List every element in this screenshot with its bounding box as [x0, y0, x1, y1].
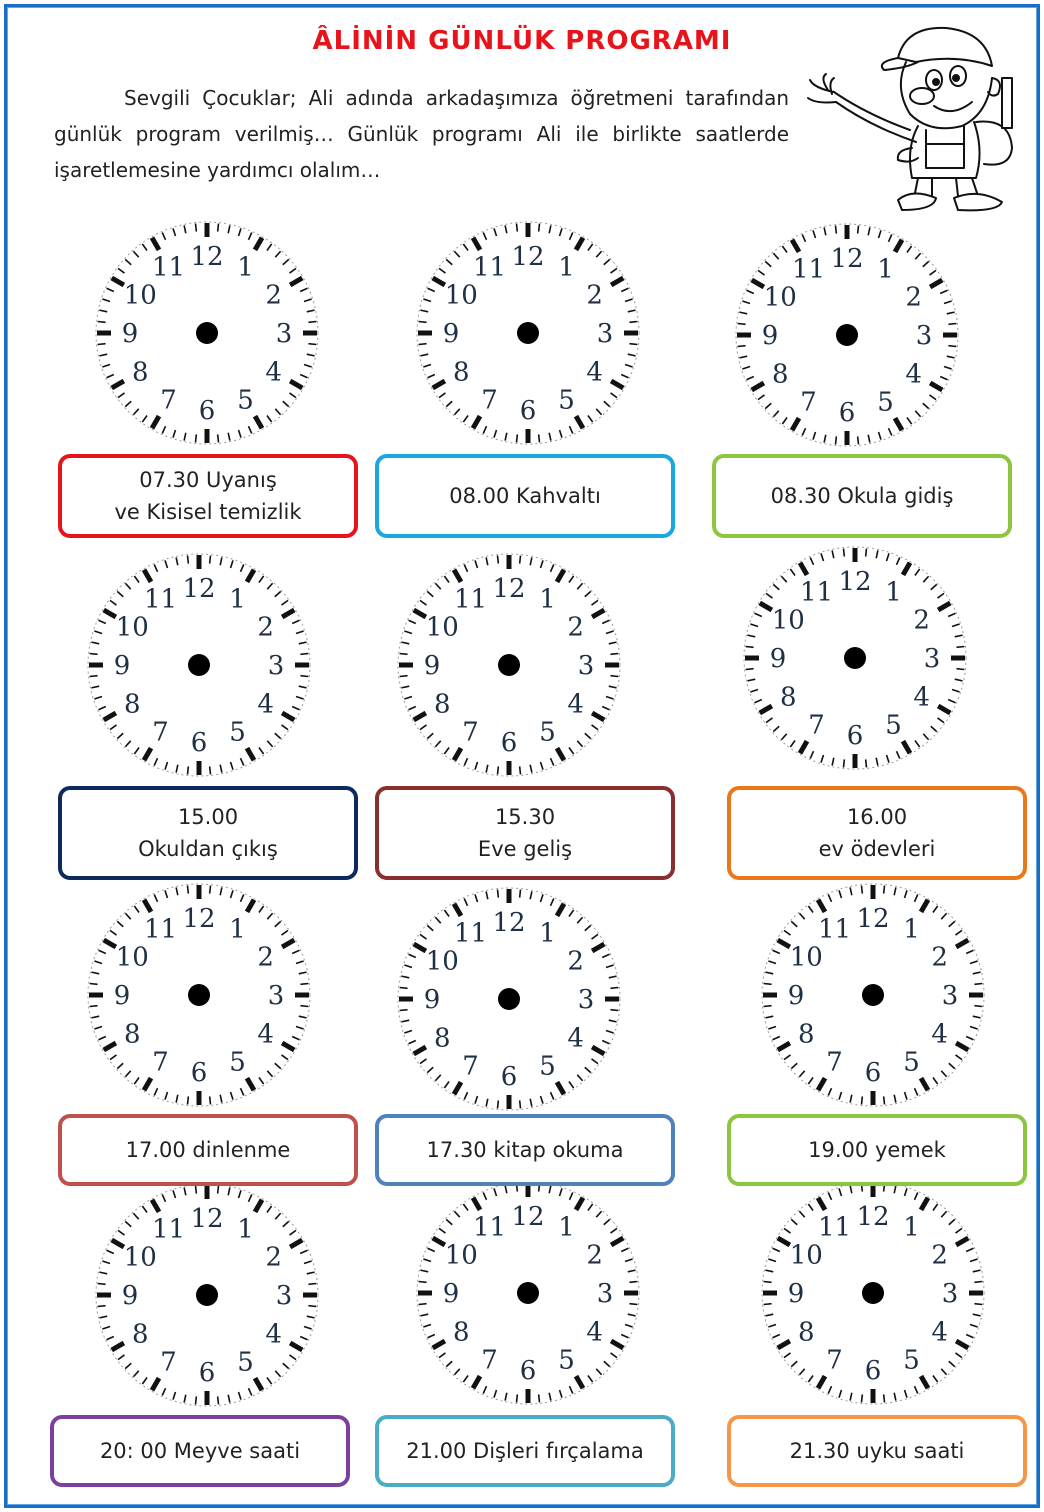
minute-tick	[188, 556, 189, 564]
minute-tick	[746, 669, 754, 670]
clock-number: 12	[830, 244, 864, 274]
clock-number: 4	[265, 1319, 282, 1350]
minute-tick	[400, 676, 408, 677]
page-title: ÂLİNİN GÜNLÜK PROGRAMI	[312, 26, 732, 56]
clock-number: 6	[190, 728, 208, 758]
clock-number: 1	[903, 1212, 920, 1243]
clock-number: 11	[799, 577, 834, 608]
clock-number: 3	[267, 651, 285, 681]
minute-tick	[517, 434, 518, 442]
minute-tick	[844, 549, 845, 557]
clock-number: 12	[190, 1204, 224, 1234]
clock-number: 8	[798, 1019, 815, 1050]
clock-number: 12	[511, 242, 545, 272]
minute-tick	[188, 886, 189, 894]
clock-number: 1	[539, 918, 556, 949]
clock-number: 10	[115, 942, 149, 973]
minute-tick	[858, 226, 859, 234]
clock-number: 7	[152, 717, 169, 748]
minute-tick	[210, 766, 211, 774]
clock-number: 1	[558, 1212, 575, 1243]
clock-number: 2	[567, 946, 584, 977]
clock-number: 12	[190, 242, 224, 272]
minute-tick	[498, 1100, 499, 1108]
clock-number: 12	[492, 908, 526, 938]
minute-tick	[90, 676, 98, 677]
clock-number: 12	[856, 904, 890, 934]
minute-tick	[196, 434, 197, 442]
minute-tick	[498, 556, 499, 564]
clock-number: 3	[577, 651, 595, 681]
task-time-text: 16.00	[846, 805, 908, 829]
clock-number: 12	[856, 1202, 890, 1232]
clock-face[interactable]	[740, 543, 970, 773]
clock-number: 5	[877, 387, 894, 418]
minute-tick	[498, 890, 499, 898]
clock-number: 11	[151, 252, 186, 283]
task-time-text: 15.00	[177, 805, 239, 829]
minute-tick	[308, 1284, 316, 1285]
clock-number: 10	[771, 605, 805, 636]
minute-tick	[862, 1096, 863, 1104]
minute-tick	[419, 344, 427, 345]
clock-center-dot	[498, 654, 520, 676]
clock-number: 4	[567, 1023, 584, 1054]
clock-number: 9	[787, 1279, 805, 1309]
clock-number: 2	[913, 605, 930, 636]
clock-number: 7	[481, 385, 498, 416]
minute-tick	[308, 1306, 316, 1307]
minute-tick	[738, 324, 746, 325]
clock-number: 6	[190, 1058, 208, 1088]
clock-number: 6	[519, 396, 537, 426]
minute-tick	[400, 1010, 408, 1011]
task-label	[727, 1415, 1027, 1487]
clock-number: 4	[586, 1317, 603, 1348]
clock-number: 5	[558, 1345, 575, 1376]
clock-number: 8	[124, 689, 141, 720]
clock-number: 4	[931, 1019, 948, 1050]
clock-number: 3	[941, 981, 959, 1011]
clock-number: 9	[113, 651, 131, 681]
minute-tick	[629, 1282, 637, 1283]
minute-tick	[738, 346, 746, 347]
clock-number: 1	[237, 252, 254, 283]
clock-number: 9	[423, 985, 441, 1015]
clock-center-dot	[862, 984, 884, 1006]
clock-number: 10	[789, 942, 823, 973]
clock-number: 11	[817, 1212, 852, 1243]
clock-number: 7	[462, 1051, 479, 1082]
minute-tick	[210, 886, 211, 894]
clock-center-dot	[517, 322, 539, 344]
clock-number: 6	[198, 1358, 216, 1388]
clock-number: 4	[913, 682, 930, 713]
task-activity-text: ve Kisisel temizlik	[114, 500, 302, 524]
clock-number: 4	[931, 1317, 948, 1348]
minute-tick	[498, 766, 499, 774]
clock-number: 1	[558, 252, 575, 283]
minute-tick	[974, 1304, 982, 1305]
minute-tick	[419, 1304, 427, 1305]
minute-tick	[196, 224, 197, 232]
task-label	[50, 1415, 350, 1487]
clock-number: 6	[864, 1058, 882, 1088]
minute-tick	[610, 988, 618, 989]
clock-number: 5	[885, 710, 902, 741]
clock-number: 2	[257, 612, 274, 643]
clock-number: 7	[152, 1047, 169, 1078]
minute-tick	[90, 654, 98, 655]
minute-tick	[218, 1396, 219, 1404]
task-label	[375, 454, 675, 538]
minute-tick	[764, 1282, 772, 1283]
clock-number: 4	[586, 357, 603, 388]
clock-number: 2	[931, 1240, 948, 1271]
clock-number: 8	[434, 689, 451, 720]
minute-tick	[948, 324, 956, 325]
task-activity-text: ev ödevleri	[818, 837, 936, 861]
minute-tick	[300, 1006, 308, 1007]
clock-number: 2	[931, 942, 948, 973]
clock-number: 10	[763, 282, 797, 313]
task-time-text: 20: 00 Meyve saati	[99, 1439, 301, 1463]
minute-tick	[884, 1394, 885, 1402]
minute-tick	[746, 647, 754, 648]
clock-number: 3	[923, 644, 941, 674]
intro-paragraph: Sevgili Çocuklar; Ali adında arkadaşımıza öğretmeni tarafından günlük program verilmiş… Günlük programı Ali ile birlikte saatlerde işaretlemesine yardımcı olalım…	[54, 86, 789, 182]
minute-tick	[858, 436, 859, 444]
task-time-text: 15.30	[494, 805, 556, 829]
clock-number: 4	[567, 689, 584, 720]
minute-tick	[629, 1304, 637, 1305]
clock-number: 7	[808, 710, 825, 741]
clock-face[interactable]	[92, 218, 322, 448]
task-time-text: 17.30 kitap okuma	[426, 1138, 624, 1162]
clock-face[interactable]	[413, 1178, 643, 1408]
minute-tick	[188, 766, 189, 774]
clock-face[interactable]	[758, 1178, 988, 1408]
clock-number: 11	[143, 914, 178, 945]
task-time-text: 08.30 Okula gidiş	[770, 484, 954, 508]
minute-tick	[300, 654, 308, 655]
minute-tick	[98, 344, 106, 345]
clock-number: 9	[787, 981, 805, 1011]
minute-tick	[196, 1396, 197, 1404]
minute-tick	[400, 654, 408, 655]
clock-center-dot	[188, 984, 210, 1006]
minute-tick	[862, 1394, 863, 1402]
minute-tick	[629, 344, 637, 345]
clock-number: 1	[903, 914, 920, 945]
minute-tick	[300, 984, 308, 985]
clock-number: 8	[132, 1319, 149, 1350]
minute-tick	[517, 1394, 518, 1402]
clock-number: 5	[229, 1047, 246, 1078]
clock-number: 10	[425, 946, 459, 977]
clock-number: 2	[567, 612, 584, 643]
clock-number: 11	[472, 252, 507, 283]
clock-number: 2	[905, 282, 922, 313]
minute-tick	[956, 669, 964, 670]
clock-number: 6	[500, 1062, 518, 1092]
minute-tick	[539, 434, 540, 442]
clock-number: 2	[586, 1240, 603, 1271]
clock-number: 8	[124, 1019, 141, 1050]
minute-tick	[974, 1282, 982, 1283]
clock-center-dot	[844, 647, 866, 669]
clock-number: 11	[143, 584, 178, 615]
clock-number: 6	[519, 1356, 537, 1386]
clock-face[interactable]	[84, 880, 314, 1110]
clock-number: 1	[229, 584, 246, 615]
minute-tick	[400, 988, 408, 989]
clock-number: 12	[492, 574, 526, 604]
minute-tick	[764, 984, 772, 985]
clock-number: 8	[434, 1023, 451, 1054]
clock-number: 6	[500, 728, 518, 758]
minute-tick	[974, 1006, 982, 1007]
minute-tick	[210, 556, 211, 564]
clock-number: 5	[237, 1347, 254, 1378]
clock-number: 7	[481, 1345, 498, 1376]
clock-number: 7	[462, 717, 479, 748]
minute-tick	[419, 322, 427, 323]
clock-number: 10	[123, 1242, 157, 1273]
minute-tick	[956, 647, 964, 648]
minute-tick	[218, 224, 219, 232]
task-time-text: 17.00 dinlenme	[125, 1138, 291, 1162]
task-time-text: 21.30 uyku saati	[789, 1439, 965, 1463]
clock-number: 5	[903, 1047, 920, 1078]
clock-center-dot	[517, 1282, 539, 1304]
minute-tick	[884, 886, 885, 894]
clock-center-dot	[188, 654, 210, 676]
minute-tick	[764, 1006, 772, 1007]
clock-number: 5	[539, 717, 556, 748]
clock-number: 3	[577, 985, 595, 1015]
minute-tick	[610, 1010, 618, 1011]
task-label	[727, 1114, 1027, 1186]
task-time-text: 07.30 Uyanış	[139, 468, 277, 492]
clock-number: 3	[596, 1279, 614, 1309]
minute-tick	[836, 436, 837, 444]
clock-number: 11	[472, 1212, 507, 1243]
clock-number: 6	[864, 1356, 882, 1386]
clock-number: 10	[115, 612, 149, 643]
minute-tick	[300, 676, 308, 677]
clock-number: 3	[915, 321, 933, 351]
task-label	[375, 1114, 675, 1186]
minute-tick	[218, 1186, 219, 1194]
clock-number: 1	[539, 584, 556, 615]
intro-text	[54, 80, 789, 188]
minute-tick	[539, 224, 540, 232]
clock-number: 1	[237, 1214, 254, 1245]
clock-number: 10	[123, 280, 157, 311]
clock-center-dot	[862, 1282, 884, 1304]
minute-tick	[520, 556, 521, 564]
clock-number: 8	[132, 357, 149, 388]
minute-tick	[948, 346, 956, 347]
clock-number: 9	[121, 319, 139, 349]
minute-tick	[520, 766, 521, 774]
task-label	[375, 786, 675, 880]
clock-number: 3	[275, 1281, 293, 1311]
task-time-text: 21.00 Dişleri fırçalama	[406, 1439, 644, 1463]
clock-number: 9	[769, 644, 787, 674]
clock-face[interactable]	[732, 220, 962, 450]
minute-tick	[610, 676, 618, 677]
minute-tick	[90, 984, 98, 985]
clock-number: 12	[511, 1202, 545, 1232]
clock-number: 9	[442, 319, 460, 349]
task-activity-text: Eve geliş	[477, 837, 573, 861]
clock-number: 8	[798, 1317, 815, 1348]
task-label	[375, 1415, 675, 1487]
minute-tick	[210, 1096, 211, 1104]
task-label	[727, 786, 1027, 880]
minute-tick	[974, 984, 982, 985]
minute-tick	[866, 549, 867, 557]
clock-number: 7	[826, 1047, 843, 1078]
clock-number: 10	[789, 1240, 823, 1271]
clock-number: 8	[780, 682, 797, 713]
clock-number: 7	[160, 1347, 177, 1378]
clock-number: 5	[539, 1051, 556, 1082]
minute-tick	[844, 759, 845, 767]
clock-number: 9	[442, 1279, 460, 1309]
minute-tick	[188, 1096, 189, 1104]
clock-number: 9	[113, 981, 131, 1011]
clock-number: 11	[817, 914, 852, 945]
minute-tick	[90, 1006, 98, 1007]
clock-face[interactable]	[758, 880, 988, 1110]
minute-tick	[98, 1306, 106, 1307]
clock-number: 11	[453, 584, 488, 615]
clock-number: 2	[586, 280, 603, 311]
clock-number: 5	[558, 385, 575, 416]
clock-center-dot	[196, 1284, 218, 1306]
clock-face[interactable]	[394, 884, 624, 1114]
task-label	[58, 1114, 358, 1186]
minute-tick	[196, 1186, 197, 1194]
clock-number: 10	[444, 280, 478, 311]
clock-number: 4	[257, 689, 274, 720]
clock-number: 11	[791, 254, 826, 285]
clock-number: 5	[903, 1345, 920, 1376]
clock-number: 7	[160, 385, 177, 416]
clock-number: 12	[182, 574, 216, 604]
minute-tick	[218, 434, 219, 442]
clock-number: 7	[800, 387, 817, 418]
clock-number: 9	[121, 1281, 139, 1311]
task-label	[58, 786, 358, 880]
clock-face[interactable]	[413, 218, 643, 448]
minute-tick	[308, 322, 316, 323]
clock-number: 7	[826, 1345, 843, 1376]
minute-tick	[308, 344, 316, 345]
clock-number: 8	[453, 1317, 470, 1348]
minute-tick	[520, 890, 521, 898]
task-label	[712, 454, 1012, 538]
clock-number: 6	[838, 398, 856, 428]
minute-tick	[629, 322, 637, 323]
minute-tick	[764, 1304, 772, 1305]
clock-number: 11	[151, 1214, 186, 1245]
clock-number: 3	[596, 319, 614, 349]
minute-tick	[98, 322, 106, 323]
clock-number: 5	[237, 385, 254, 416]
clock-face[interactable]	[84, 550, 314, 780]
minute-tick	[610, 654, 618, 655]
clock-number: 10	[425, 612, 459, 643]
clock-number: 5	[229, 717, 246, 748]
clock-number: 6	[846, 721, 864, 751]
clock-center-dot	[498, 988, 520, 1010]
clock-face[interactable]	[394, 550, 624, 780]
clock-number: 4	[257, 1019, 274, 1050]
clock-number: 6	[198, 396, 216, 426]
minute-tick	[862, 886, 863, 894]
clock-number: 10	[444, 1240, 478, 1271]
clock-number: 12	[838, 567, 872, 597]
clock-number: 3	[267, 981, 285, 1011]
clock-number: 2	[265, 1242, 282, 1273]
clock-number: 9	[423, 651, 441, 681]
boy-illustration	[806, 18, 1028, 214]
minute-tick	[520, 1100, 521, 1108]
clock-number: 3	[275, 319, 293, 349]
task-time-text: 19.00 yemek	[808, 1138, 946, 1162]
clock-number: 1	[877, 254, 894, 285]
clock-number: 11	[453, 918, 488, 949]
clock-number: 8	[772, 359, 789, 390]
clock-number: 9	[761, 321, 779, 351]
minute-tick	[517, 224, 518, 232]
clock-number: 4	[265, 357, 282, 388]
minute-tick	[836, 226, 837, 234]
minute-tick	[539, 1394, 540, 1402]
clock-number: 1	[229, 914, 246, 945]
clock-number: 1	[885, 577, 902, 608]
clock-center-dot	[836, 324, 858, 346]
clock-number: 2	[257, 942, 274, 973]
clock-number: 3	[941, 1279, 959, 1309]
clock-number: 4	[905, 359, 922, 390]
task-time-text: 08.00 Kahvaltı	[449, 484, 601, 508]
clock-face[interactable]	[92, 1180, 322, 1410]
task-label	[58, 454, 358, 538]
clock-number: 8	[453, 357, 470, 388]
clock-number: 12	[182, 904, 216, 934]
clock-center-dot	[196, 322, 218, 344]
minute-tick	[419, 1282, 427, 1283]
task-activity-text: Okuldan çıkış	[138, 837, 278, 861]
minute-tick	[884, 1096, 885, 1104]
minute-tick	[98, 1284, 106, 1285]
minute-tick	[866, 759, 867, 767]
clock-number: 2	[265, 280, 282, 311]
